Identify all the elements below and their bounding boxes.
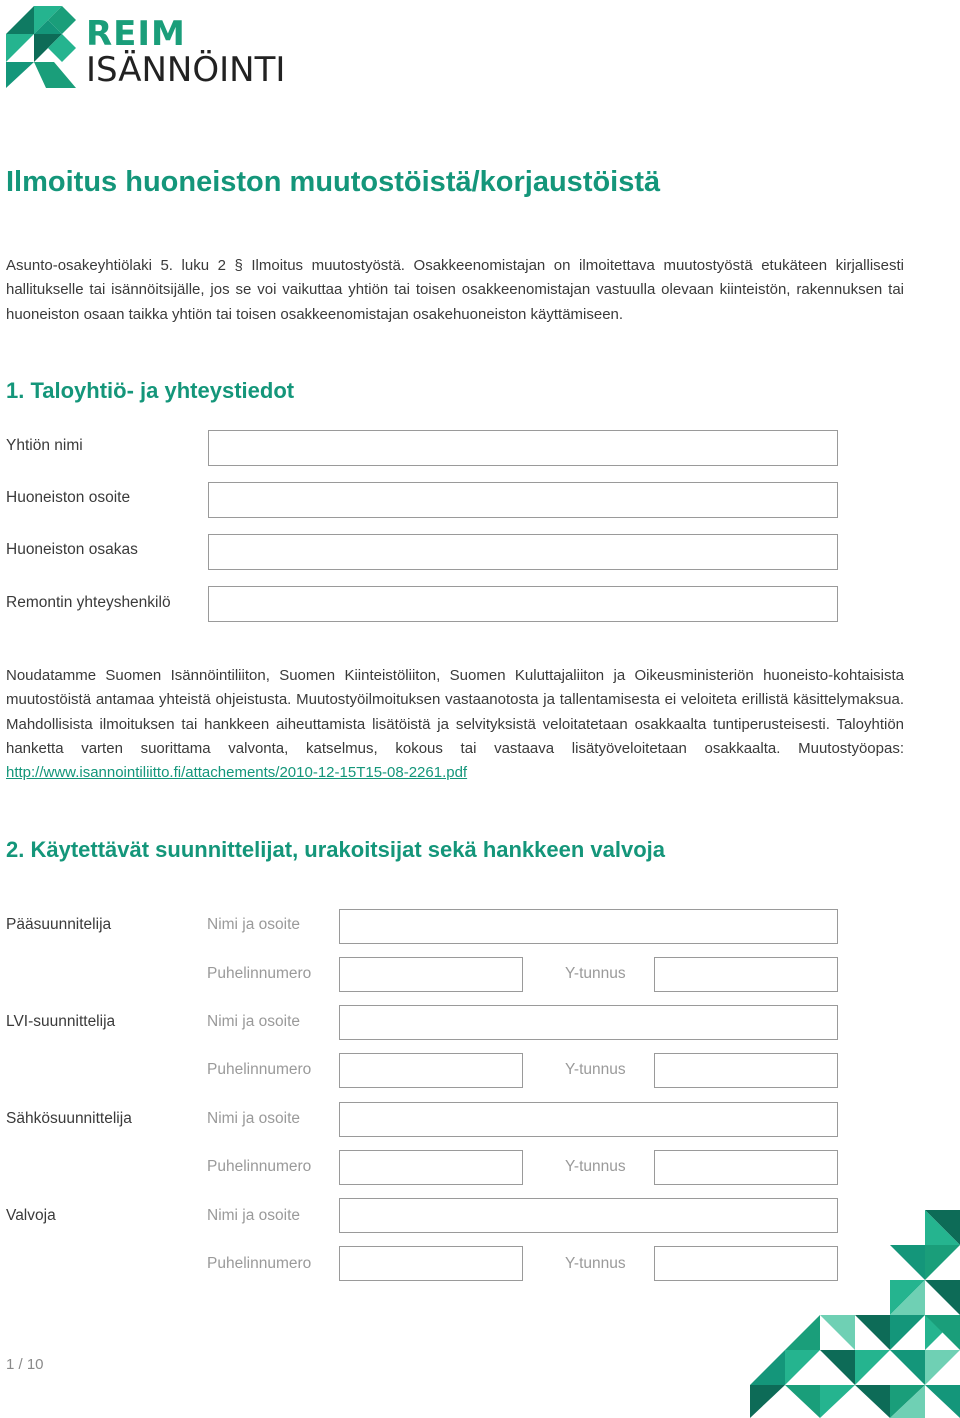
label-nimi-ja-osoite: Nimi ja osoite (207, 1207, 301, 1224)
label-valvoja: Valvoja (6, 1207, 56, 1224)
label-remontin-yhteyshenkilo: Remontin yhteyshenkilö (6, 594, 171, 611)
label-sahkosuunnittelija: Sähkösuunnittelija (6, 1110, 132, 1127)
notice-text: Noudatamme Suomen Isännöintiliiton, Suomen Kiinteistöliiton, Suomen Kuluttajaliiton ja Oikeusministeriön huoneisto-kohtaisista muutostöistä antamaa yhteistä ohjeistusta. Muutostyöilmoituksen vastaanotosta ja tallentamisesta ei veloiteta erillistä käsittelymaksua. Mahdollisista ilmoituksen tai hankkeen aiheuttamista lisätöistä ja selvityksistä veloitatetaan osakkaalta tuntiperusteisesti. Taloyhtiön hanketta varten suorittama valvonta, katselmus, kokous tai vastaava lisätyöveloitetaan osakkaalta. (6, 667, 904, 757)
label-huoneiston-osakas: Huoneiston osakas (6, 541, 138, 558)
page-number: 1 / 10 (6, 1356, 44, 1373)
label-nimi-ja-osoite: Nimi ja osoite (207, 1013, 301, 1030)
label-y-tunnus: Y-tunnus (565, 1061, 626, 1078)
label-y-tunnus: Y-tunnus (565, 965, 626, 982)
label-puhelinnumero: Puhelinnumero (207, 965, 312, 982)
page-title: Ilmoitus huoneiston muutostöistä/korjaustöistä (6, 166, 661, 198)
label-yhtion-nimi: Yhtiön nimi (6, 437, 83, 454)
logo-text-reim: REIM (86, 14, 186, 54)
lvi-suunnittelija-name-input[interactable] (339, 1005, 838, 1040)
yhtion-nimi-input[interactable] (208, 430, 838, 466)
label-puhelinnumero: Puhelinnumero (207, 1061, 312, 1078)
intro-paragraph: Asunto-osakeyhtiölaki 5. luku 2 § Ilmoitus muutostyöstä. Osakkeenomistajan on ilmoitettava muutostyöstä etukäteen kirjallisesti hallitukselle tai isännöitsijälle, jos se voi vaikuttaa yhtiön tai toisen osakkeenomistajan vastuulla olevaan kiinteistön, rakennuksen tai huoneiston osaan taikka yhtiön tai toisen osakkeenomistajan osakehuoneiston käyttämiseen. (6, 257, 904, 323)
huoneiston-osoite-input[interactable] (208, 482, 838, 518)
sahkosuunnittelija-phone-input[interactable] (339, 1150, 523, 1185)
label-y-tunnus: Y-tunnus (565, 1255, 626, 1272)
valvoja-phone-input[interactable] (339, 1246, 523, 1281)
lvi-suunnittelija-phone-input[interactable] (339, 1053, 523, 1088)
lvi-suunnittelija-ytunnus-input[interactable] (654, 1053, 838, 1088)
guide-label: Muutostyöopas: (798, 739, 905, 757)
label-nimi-ja-osoite: Nimi ja osoite (207, 1110, 301, 1127)
sahkosuunnittelija-name-input[interactable] (339, 1102, 838, 1137)
section2-heading: 2. Käytettävät suunnittelijat, urakoitsijat sekä hankkeen valvoja (6, 837, 666, 862)
label-nimi-ja-osoite: Nimi ja osoite (207, 916, 301, 933)
label-lvi-suunnittelija: LVI-suunnittelija (6, 1013, 116, 1030)
label-paasuunnittelija: Pääsuunnitelija (6, 916, 112, 933)
remontin-yhteyshenkilo-input[interactable] (208, 586, 838, 622)
paasuunnittelija-phone-input[interactable] (339, 957, 523, 992)
label-puhelinnumero: Puhelinnumero (207, 1158, 312, 1175)
huoneiston-osakas-input[interactable] (208, 534, 838, 570)
label-puhelinnumero: Puhelinnumero (207, 1255, 312, 1272)
label-huoneiston-osoite: Huoneiston osoite (6, 489, 131, 506)
notice-paragraph (6, 664, 904, 785)
paasuunnittelija-name-input[interactable] (339, 909, 838, 944)
label-y-tunnus: Y-tunnus (565, 1158, 626, 1175)
sahkosuunnittelija-ytunnus-input[interactable] (654, 1150, 838, 1185)
logo-text-isannointi: ISÄNNÖINTI (86, 50, 286, 90)
section1-heading: 1. Taloyhtiö- ja yhteystiedot (6, 378, 295, 403)
paasuunnittelija-ytunnus-input[interactable] (654, 957, 838, 992)
decorative-triangles (745, 1205, 960, 1418)
guide-link[interactable]: http://www.isannointiliitto.fi/attachements/2010-12-15T15-08-2261.pdf (6, 764, 468, 782)
